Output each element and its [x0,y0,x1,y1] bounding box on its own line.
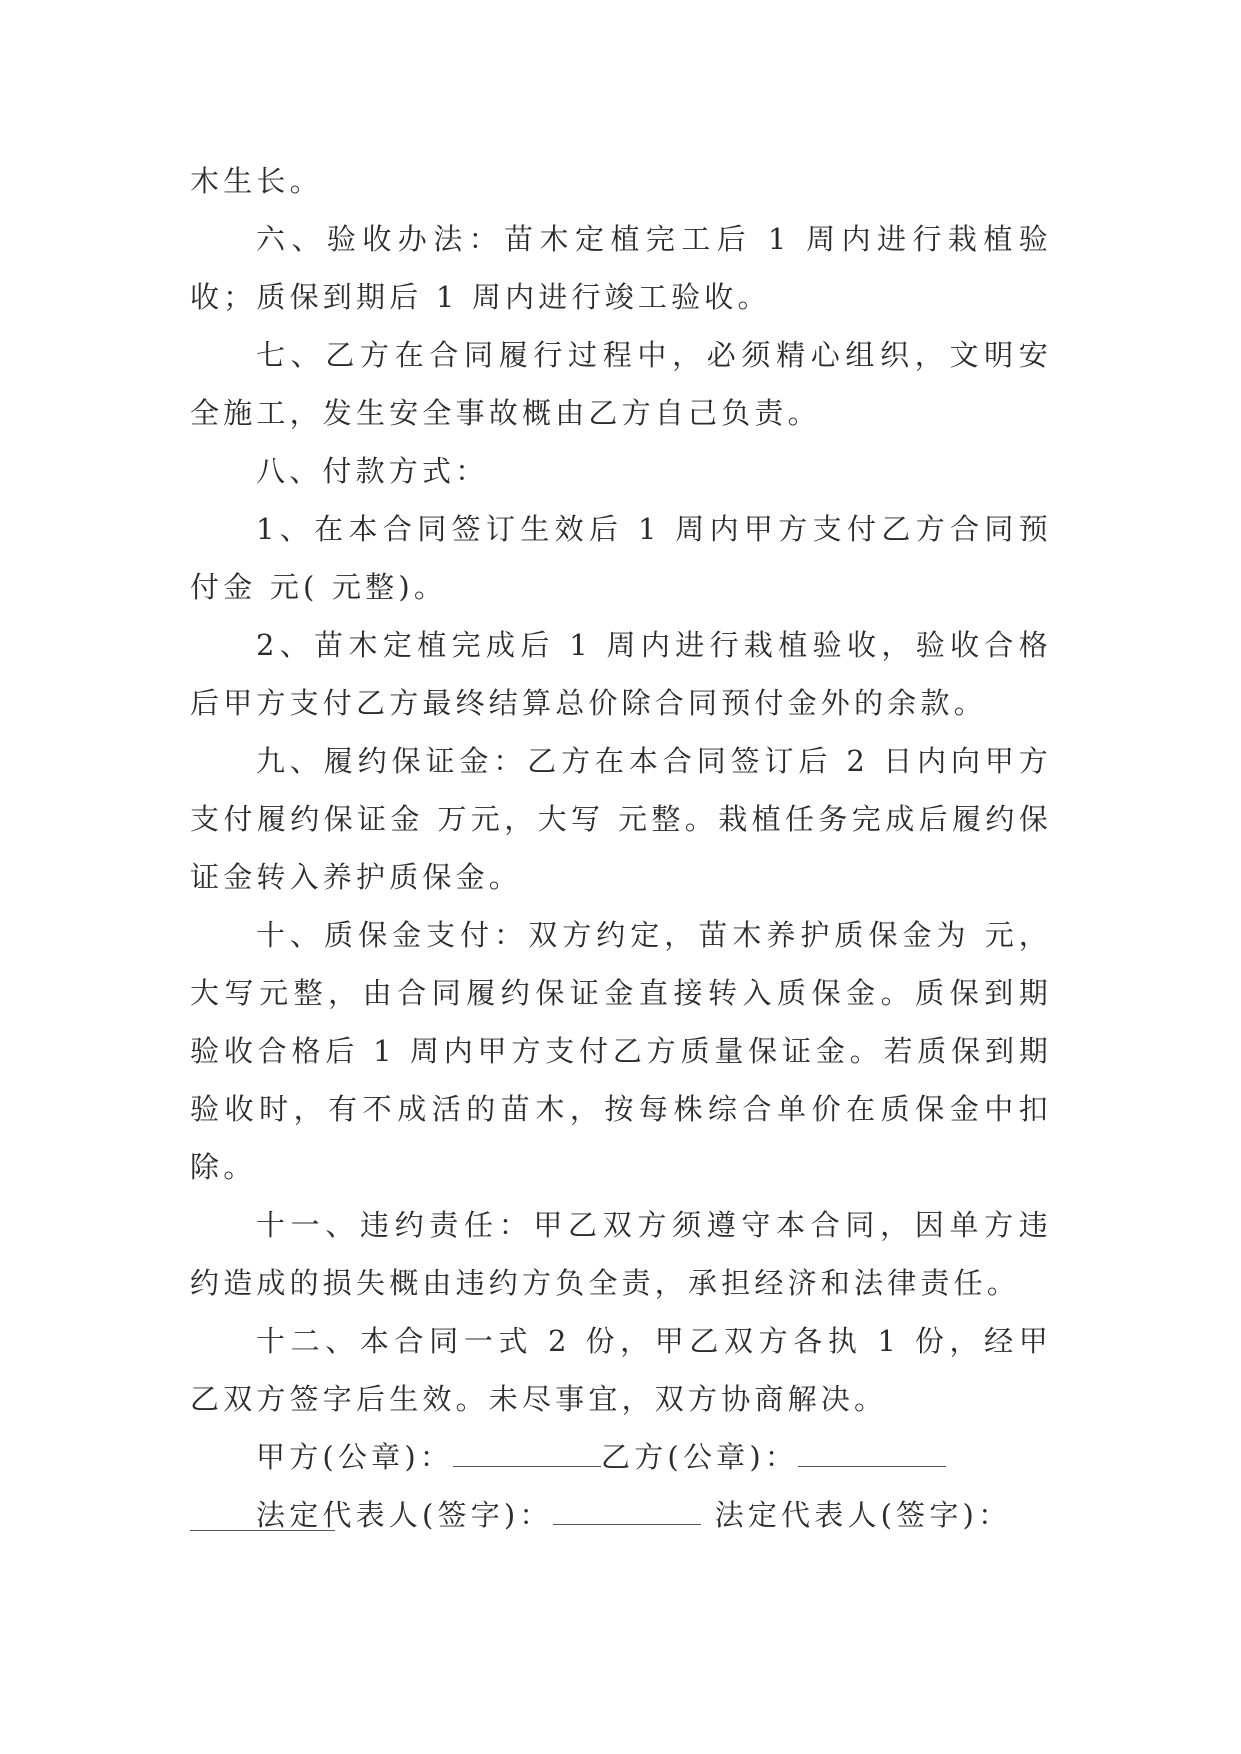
clause-warranty-payment: 十、质保金支付：双方约定，苗木养护质保金为 元，大写元整，由合同履约保证金直接转入质保金。质保到期验收合格后 1 周内甲方支付乙方质量保证金。若质保到期验收时，有不成活的苗木，按每株综合单价在质保金中扣除。 [190,918,1052,1184]
party-seal-line [190,1428,1052,1486]
rep-a-signature-blank [553,1500,701,1525]
rep-b-signature-label: 法定代表人(签字)： [714,1498,1012,1532]
clause-performance-bond: 九、履约保证金：乙方在本合同签订后 2 日内向甲方支付履约保证金 万元，大写 元整。栽植任务完成后履约保证金转入养护质保金。 [190,744,1052,894]
clause-safety: 七、乙方在合同履行过程中，必须精心组织，文明安全施工，发生安全事故概由乙方自己负责。 [190,338,1052,430]
paragraph-continuation: 木生长。 [190,164,323,198]
rep-a-signature-label: 法定代表人(签字)： [256,1498,553,1532]
party-a-seal-label: 甲方(公章)： [256,1440,454,1474]
clause-payment-heading: 八、付款方式： [256,454,489,488]
rep-b-signature-blank [190,1530,335,1531]
payment-item-1: 1、在本合同签订生效后 1 周内甲方支付乙方合同预付金 元( 元整)。 [190,512,1052,604]
clause-acceptance: 六、验收办法：苗木定植完工后 1 周内进行栽植验收；质保到期后 1 周内进行竣工验收。 [190,222,1052,314]
representative-signature-line [190,1486,1052,1544]
clause-copies: 十二、本合同一式 2 份，甲乙双方各执 1 份，经甲乙双方签字后生效。未尽事宜，双方协商解决。 [190,1324,1052,1416]
party-a-seal-blank [453,1442,601,1467]
clause-breach: 十一、违约责任：甲乙双方须遵守本合同，因单方违约造成的损失概由违约方负全责，承担经济和法律责任。 [190,1208,1052,1300]
party-b-seal-label: 乙方(公章)： [601,1440,799,1474]
document-body [190,152,1052,1544]
party-b-seal-blank [798,1442,946,1467]
payment-item-2: 2、苗木定植完成后 1 周内进行栽植验收，验收合格后甲方支付乙方最终结算总价除合同预付金外的余款。 [190,628,1052,720]
